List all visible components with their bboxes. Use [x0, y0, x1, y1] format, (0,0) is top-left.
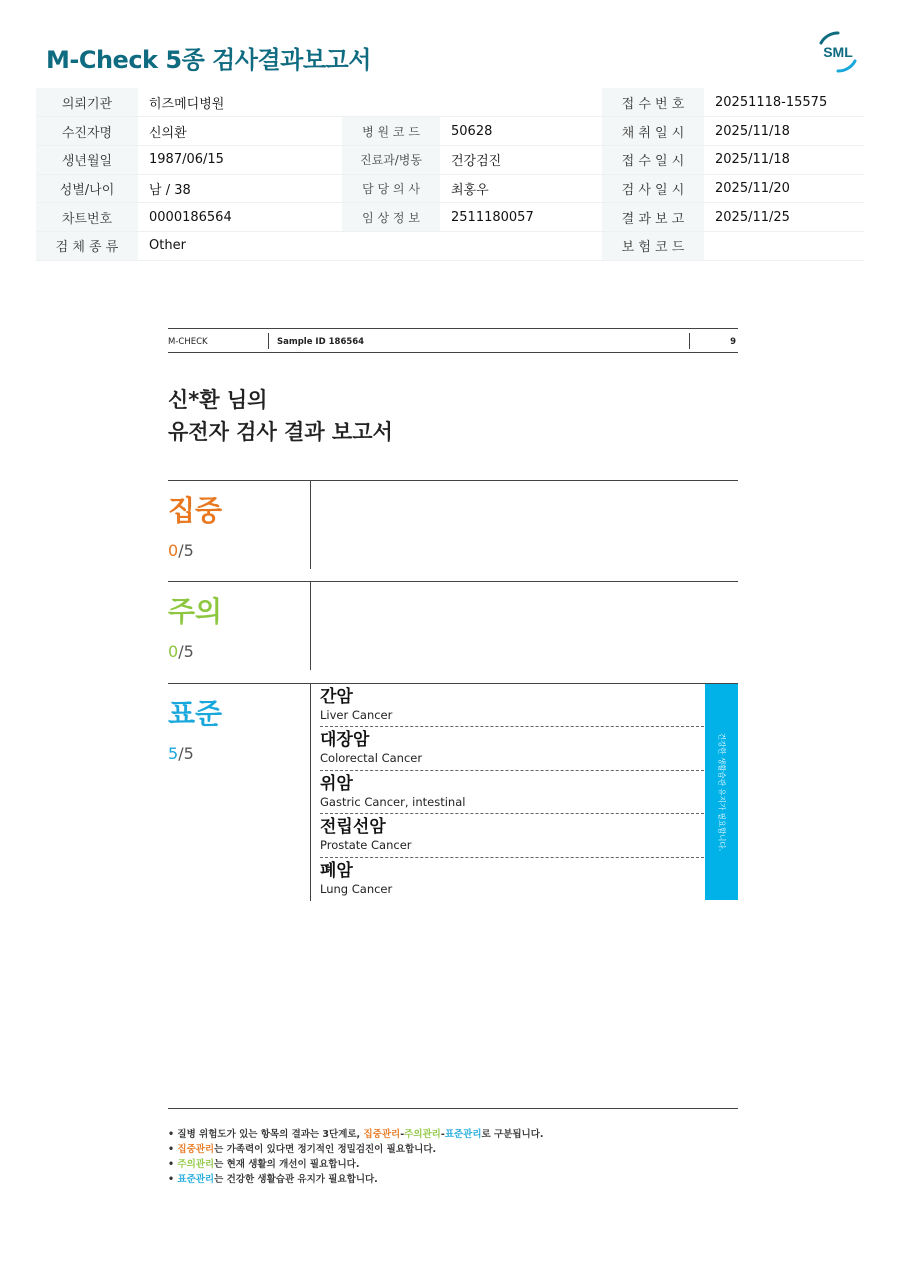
section-caution-name: 주의 — [168, 595, 223, 628]
logo-text: SML — [823, 44, 853, 60]
info-label: 접 수 번 호 — [602, 88, 704, 117]
table-row — [36, 231, 864, 260]
table-row — [36, 117, 864, 146]
info-label: 수진자명 — [36, 117, 138, 146]
standard-item-list — [320, 684, 704, 901]
info-value: 1987/06/15 — [138, 145, 342, 174]
info-label: 의뢰기관 — [36, 88, 138, 117]
info-value: 신의환 — [138, 117, 342, 146]
info-value: 최홍우 — [440, 174, 602, 203]
list-item: 간암 Liver Cancer — [320, 684, 704, 727]
footer-line: • 주의관리는 현재 생활의 개선이 필요합니다. — [168, 1159, 360, 1170]
section-standard-count: 5/5 — [168, 744, 194, 763]
section-focus-name: 집중 — [168, 494, 223, 527]
sml-logo — [816, 30, 860, 74]
info-label: 진료과/병동 — [342, 145, 440, 174]
info-value: 2025/11/18 — [704, 117, 864, 146]
list-item: 전립선암 Prostate Cancer — [320, 814, 704, 857]
info-value: 50628 — [440, 117, 602, 146]
header-divider — [689, 333, 690, 349]
section-focus-count: 0/5 — [168, 541, 194, 560]
info-value: Other — [138, 231, 342, 260]
section-focus — [168, 480, 738, 568]
table-row — [36, 174, 864, 203]
footer-notes — [168, 1108, 738, 1187]
section-standard-name: 표준 — [168, 697, 223, 730]
list-item: 위암 Gastric Cancer, intestinal — [320, 771, 704, 814]
info-label: 검 사 일 시 — [602, 174, 704, 203]
info-label: 접 수 일 시 — [602, 145, 704, 174]
report-title-line1: 신*환 님의 — [168, 388, 268, 412]
section-divider — [310, 582, 311, 670]
section-divider — [310, 684, 311, 901]
info-value: 0000186564 — [138, 203, 342, 232]
sample-id: Sample ID 186564 — [277, 337, 365, 347]
info-label: 성별/나이 — [36, 174, 138, 203]
patient-info-table — [36, 88, 864, 261]
page-number: 9 — [730, 337, 736, 347]
section-caution-count: 0/5 — [168, 642, 194, 661]
footer-line: • 집중관리는 가족력이 있다면 정기적인 정밀검진이 필요합니다. — [168, 1144, 437, 1155]
standard-side-bar — [705, 684, 738, 900]
info-label: 병 원 코 드 — [342, 117, 440, 146]
info-value: 2025/11/20 — [704, 174, 864, 203]
section-caution — [168, 581, 738, 669]
info-label — [342, 231, 440, 260]
report-title-line2: 유전자 검사 결과 보고서 — [168, 420, 393, 444]
table-row — [36, 145, 864, 174]
side-bar-text: 건강한 생활습관 유지가 필요합니다. — [717, 732, 726, 852]
list-item: 폐암 Lung Cancer — [320, 860, 393, 896]
info-value: 히즈메디병원 — [138, 88, 342, 117]
footer-line: • 질병 위험도가 있는 항목의 결과는 3단계로, 집중관리-주의관리-표준관리로 구분됩니다. — [168, 1129, 544, 1140]
report-title — [168, 384, 393, 448]
info-label: 차트번호 — [36, 203, 138, 232]
info-value: 건강검진 — [440, 145, 602, 174]
info-value: 2511180057 — [440, 203, 602, 232]
info-value — [440, 231, 602, 260]
section-standard — [168, 683, 738, 900]
info-value: 2025/11/18 — [704, 145, 864, 174]
info-label: 결 과 보 고 — [602, 203, 704, 232]
info-value — [704, 231, 864, 260]
info-label: 보 험 코 드 — [602, 231, 704, 260]
info-label: 임 상 정 보 — [342, 203, 440, 232]
info-label: 담 당 의 사 — [342, 174, 440, 203]
info-value: 남 / 38 — [138, 174, 342, 203]
info-label: 검 체 종 류 — [36, 231, 138, 260]
header-divider — [268, 333, 269, 349]
table-row — [36, 203, 864, 232]
info-label — [342, 88, 440, 117]
document-title: M-Check 5종 검사결과보고서 — [46, 46, 371, 74]
info-label: 생년월일 — [36, 145, 138, 174]
info-label: 채 취 일 시 — [602, 117, 704, 146]
info-value: 20251118-15575 — [704, 88, 864, 117]
table-row — [36, 88, 864, 117]
footer-line: • 표준관리는 건강한 생활습관 유지가 필요합니다. — [168, 1174, 378, 1185]
report-header — [168, 328, 738, 353]
section-divider — [310, 481, 311, 569]
info-value — [440, 88, 602, 117]
report-brand: M-CHECK — [168, 337, 208, 347]
list-item: 대장암 Colorectal Cancer — [320, 727, 704, 770]
info-value: 2025/11/25 — [704, 203, 864, 232]
